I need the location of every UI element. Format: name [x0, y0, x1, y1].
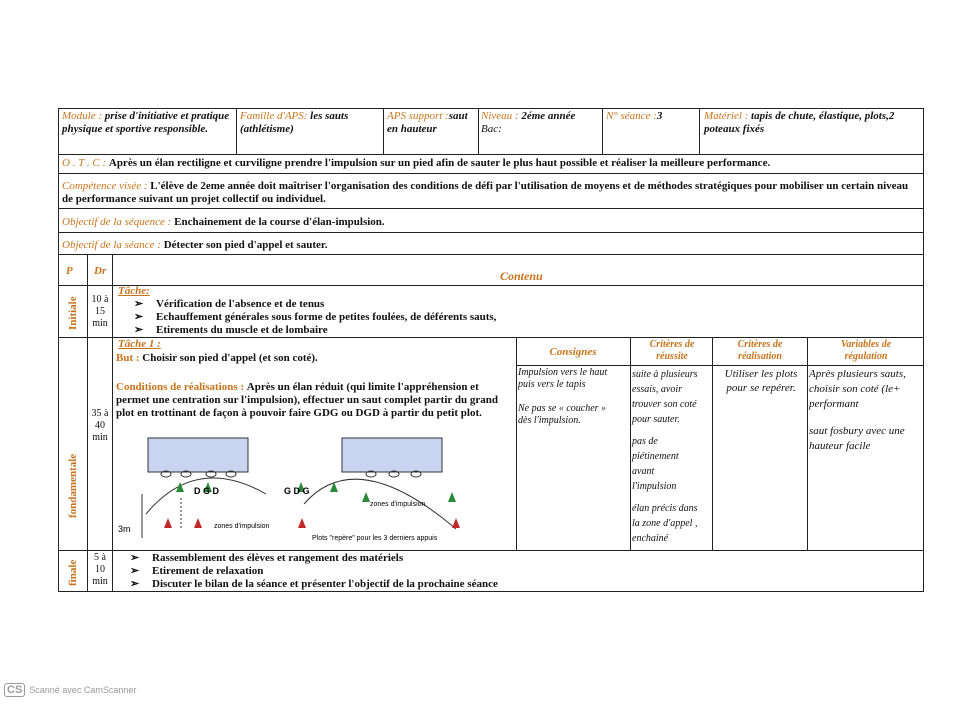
initiale-item: ➢ Echauffement générales sous forme de petites foulées, de déférents sauts, [134, 311, 497, 323]
diagram-plots-caption: Plots "repère" pour les 3 derniers appuis [312, 535, 438, 542]
conditions-block: Conditions de réalisations : Après un élan réduit (qui limite l'appréhension et permet une centration sur l'impulsion), effectuer un saut complet partir du grand plot en trottinant de façon à pouvoir faire GDG ou DGD à partir du petit plot. [116, 381, 498, 419]
otc-row: O . T . C : Après un élan rectiligne et curviligne prendre l'impulsion sur un pied afin de sauter le plus haut possible et réaliser la meilleure performance. [62, 157, 771, 169]
module-cell: Module : prise d'initiative et pratique physique et sportive responsible. [62, 110, 230, 135]
criteres-reussite-cell: suite à plusieurs essais, avoir trouver son coté pour sauter. pas de piétinement avant l'impulsion élan précis dans la zone d'appel , enchainé [632, 369, 698, 544]
duree-fondamentale: 35 à 40 min [91, 408, 109, 443]
phase-initiale: Initiale [67, 296, 79, 330]
variables-cell: Après plusieurs sauts, choisir son coté (le+ performant saut fosbury avec une hauteur facile [809, 368, 906, 452]
initiale-item: ➢ Vérification de l'absence et de tenus [134, 298, 325, 310]
variables-header: Variables de régulation [840, 339, 892, 362]
camscanner-watermark: CS Scanné avec CamScanner [4, 683, 136, 697]
objectif-seance-row: Objectif de la séance : Détecter son pied d'appel et sauter. [62, 239, 328, 251]
consignes-header: Consignes [549, 346, 597, 358]
but-line: But : Choisir son pied d'appel (et son coté). [116, 352, 318, 364]
competence-row: Compétence visée : L'élève de 2eme année doit maîtriser l'organisation des conditions de défi par l'utilisation de moyens et de méthodes stratégiques pour mobiliser un certain niveau de performance suivant un projet collectif ou individuel. [62, 180, 909, 205]
diagram-letters-left: D G D [194, 486, 220, 496]
niveau-cell: Niveau : 2éme année Bac: [481, 110, 576, 135]
diagram-zone-left: zones d'impulsion [214, 523, 270, 530]
col-contenu: Contenu [500, 269, 543, 283]
criteres-reussite-header: Critères de réussite [649, 339, 695, 362]
famille-cell: Famille d'APS: les sauts (athlétisme) [240, 110, 349, 135]
tache-initiale: Tâche: [118, 285, 150, 297]
duree-initiale: 10 à 15 min [91, 294, 109, 329]
col-p: P [66, 265, 73, 277]
finale-item: ➢ Discuter le bilan de la séance et présenter l'objectif de la prochaine séance [130, 578, 498, 590]
seance-cell: N° séance :3 [606, 110, 663, 122]
high-jump-diagram [116, 434, 516, 546]
diagram-height: 3m [118, 524, 131, 534]
criteres-realisation-header: Critères de réalisation [737, 339, 783, 362]
finale-item: ➢ Rassemblement des élèves et rangement des matériels [130, 552, 404, 564]
camscanner-logo: CS [4, 683, 25, 697]
duree-finale: 5 à 10 min [92, 552, 108, 587]
materiel-cell: Matériel : tapis de chute, élastique, plots,2 poteaux fixés [704, 110, 895, 135]
diagram-letters-right: G D G [284, 486, 310, 496]
consignes-cell: Impulsion vers le haut puis vers le tapis Ne pas se « coucher » dès l'impulsion. [518, 367, 608, 426]
lesson-sheet [58, 108, 924, 592]
col-dr: Dr [94, 265, 107, 277]
phase-fondamentale: fondamentale [67, 453, 79, 518]
criteres-realisation-cell: Utiliser les plots pour se repérer. [724, 368, 798, 394]
initiale-item: ➢ Etirements du muscle et de lombaire [134, 324, 328, 336]
finale-item: ➢ Etirement de relaxation [130, 565, 264, 577]
tache-1: Tâche 1 : [118, 338, 161, 350]
diagram-zone-right: zones d'impulsion [370, 501, 426, 508]
objectif-sequence-row: Objectif de la séquence : Enchainement de la course d'élan-impulsion. [62, 216, 385, 228]
aps-cell: APS support :saut en hauteur [387, 110, 468, 135]
phase-finale: finale [67, 559, 79, 586]
